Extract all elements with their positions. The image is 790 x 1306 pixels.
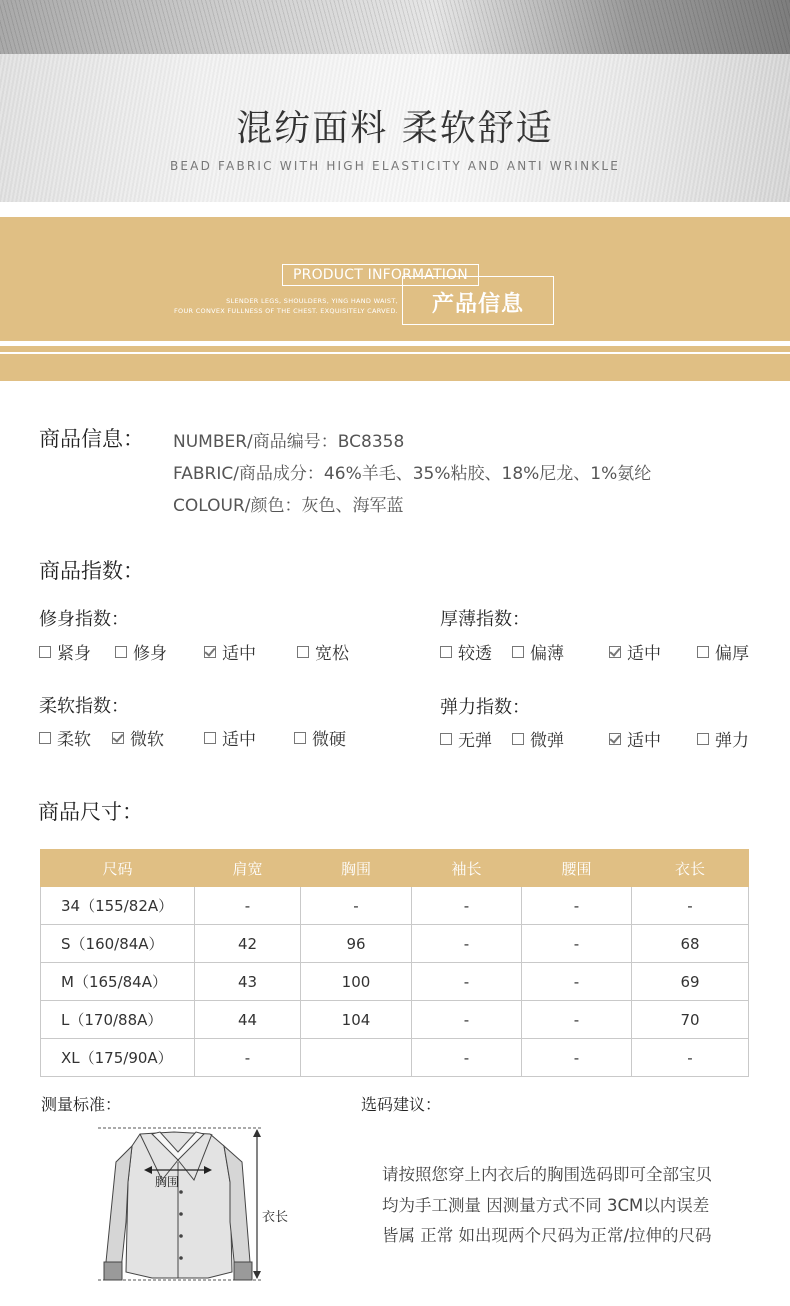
- hero-subtitle: BEAD FABRIC WITH HIGH ELASTICITY AND ANTI WRINKLE: [169, 159, 621, 173]
- cell-size: L（170/88A）: [41, 1001, 195, 1039]
- size-title: 商品尺寸：: [38, 800, 143, 824]
- checkbox[interactable]: [39, 732, 51, 744]
- softness-option-slightly-soft[interactable]: 微软: [112, 725, 164, 750]
- col-header-sleeve: 袖长: [412, 850, 522, 887]
- advice-line-2: 均为手工测量 因测量方式不同 3CM以内误差: [382, 1196, 710, 1215]
- banner-divider-thin: [0, 352, 790, 354]
- softness-option-medium[interactable]: 适中: [204, 725, 256, 750]
- elasticity-option-stretch[interactable]: 弹力: [697, 726, 749, 751]
- info-number: NUMBER/商品编号：BC8358: [173, 432, 405, 452]
- checkbox[interactable]: [204, 732, 216, 744]
- softness-index-title: 柔软指数：: [39, 696, 129, 717]
- checkbox[interactable]: [297, 646, 309, 658]
- banner-tagline-line2: FOUR CONVEX FULLNESS OF THE CHEST. EXQUISITELY CARVED.: [174, 307, 398, 315]
- col-header-chest: 胸围: [301, 850, 412, 887]
- checkbox[interactable]: [440, 733, 452, 745]
- banner-tagline: [120, 296, 398, 316]
- hero-banner: [0, 0, 790, 202]
- banner-en-title: PRODUCT INFORMATION: [282, 264, 479, 286]
- checkbox-checked[interactable]: [609, 646, 621, 658]
- cell-chest: -: [301, 887, 412, 925]
- cell-chest: 96: [301, 925, 412, 963]
- fit-option-loose[interactable]: 宽松: [297, 639, 349, 664]
- fit-option-regular[interactable]: 适中: [204, 639, 256, 664]
- checkbox[interactable]: [512, 646, 524, 658]
- size-table: [40, 849, 749, 1077]
- thickness-index-title: 厚薄指数：: [440, 609, 530, 630]
- cell-length: 69: [632, 963, 749, 1001]
- cell-waist: -: [522, 887, 632, 925]
- advice-line-3: 皆属 正常 如出现两个尺码为正常/拉伸的尺码: [382, 1226, 712, 1245]
- thickness-option-medium[interactable]: 适中: [609, 639, 661, 664]
- cell-waist: -: [522, 1039, 632, 1077]
- cell-chest: [301, 1039, 412, 1077]
- fit-option-slim[interactable]: 修身: [115, 639, 167, 664]
- checkbox[interactable]: [115, 646, 127, 658]
- table-header-row: [41, 850, 749, 887]
- cell-size: XL（175/90A）: [41, 1039, 195, 1077]
- thickness-option-thick[interactable]: 偏厚: [697, 639, 749, 664]
- table-row: [41, 1039, 749, 1077]
- checkbox[interactable]: [294, 732, 306, 744]
- checkbox-checked[interactable]: [112, 732, 124, 744]
- cell-sleeve: -: [412, 1001, 522, 1039]
- banner-cn-title: 产品信息: [431, 292, 524, 317]
- thickness-option-sheer[interactable]: 较透: [440, 639, 492, 664]
- measure-title: 测量标准：: [41, 1095, 122, 1114]
- softness-option-slightly-hard[interactable]: 微硬: [294, 725, 346, 750]
- cell-size: M（165/84A）: [41, 963, 195, 1001]
- info-fabric: FABRIC/商品成分：46%羊毛、35%粘胶、18%尼龙、1%氨纶: [173, 464, 652, 484]
- advice-line-1: 请按照您穿上内衣后的胸围选码即可全部宝贝: [382, 1165, 712, 1184]
- elasticity-index-title: 弹力指数：: [440, 697, 530, 718]
- softness-option-soft[interactable]: 柔软: [39, 725, 91, 750]
- banner-divider-thick: [0, 341, 790, 346]
- cell-size: 34（155/82A）: [41, 887, 195, 925]
- cell-sleeve: -: [412, 963, 522, 1001]
- cell-length: 70: [632, 1001, 749, 1039]
- col-header-length: 衣长: [632, 850, 749, 887]
- cell-waist: -: [522, 925, 632, 963]
- fit-option-tight[interactable]: 紧身: [39, 639, 91, 664]
- cell-size: S（160/84A）: [41, 925, 195, 963]
- table-row: [41, 887, 749, 925]
- info-title: 商品信息：: [39, 427, 144, 451]
- cell-shoulder: 43: [195, 963, 301, 1001]
- cell-sleeve: -: [412, 1039, 522, 1077]
- advice-title: 选码建议：: [361, 1095, 442, 1114]
- table-row: [41, 925, 749, 963]
- hero-title: 混纺面料 柔软舒适: [236, 108, 554, 149]
- elasticity-option-medium[interactable]: 适中: [609, 726, 661, 751]
- cell-shoulder: 44: [195, 1001, 301, 1039]
- cell-chest: 104: [301, 1001, 412, 1039]
- cell-sleeve: -: [412, 887, 522, 925]
- checkbox[interactable]: [697, 646, 709, 658]
- length-label: 衣长: [262, 1210, 289, 1225]
- product-info-banner: [0, 217, 790, 381]
- cell-length: 68: [632, 925, 749, 963]
- table-row: [41, 1001, 749, 1039]
- col-header-size: 尺码: [41, 850, 195, 887]
- col-header-waist: 腰围: [522, 850, 632, 887]
- table-row: [41, 963, 749, 1001]
- cell-shoulder: 42: [195, 925, 301, 963]
- checkbox[interactable]: [512, 733, 524, 745]
- cell-waist: -: [522, 963, 632, 1001]
- elasticity-option-slight[interactable]: 微弹: [512, 726, 564, 751]
- cell-shoulder: -: [195, 887, 301, 925]
- checkbox-checked[interactable]: [204, 646, 216, 658]
- cell-waist: -: [522, 1001, 632, 1039]
- fit-index-title: 修身指数：: [39, 609, 129, 630]
- cell-chest: 100: [301, 963, 412, 1001]
- col-header-shoulder: 肩宽: [195, 850, 301, 887]
- info-colour: COLOUR/颜色：灰色、海军蓝: [173, 496, 404, 516]
- cell-length: -: [632, 1039, 749, 1077]
- chest-label: 胸围: [155, 1175, 180, 1189]
- index-title: 商品指数：: [39, 559, 144, 583]
- elasticity-option-none[interactable]: 无弹: [440, 726, 492, 751]
- thickness-option-thin[interactable]: 偏薄: [512, 639, 564, 664]
- checkbox[interactable]: [440, 646, 452, 658]
- banner-tagline-line1: SLENDER LEGS, SHOULDERS, YING HAND WAIST,: [226, 297, 398, 305]
- checkbox[interactable]: [697, 733, 709, 745]
- hero-knit-image: [0, 0, 790, 54]
- cell-shoulder: -: [195, 1039, 301, 1077]
- cell-sleeve: -: [412, 925, 522, 963]
- checkbox[interactable]: [39, 646, 51, 658]
- cell-length: -: [632, 887, 749, 925]
- checkbox-checked[interactable]: [609, 733, 621, 745]
